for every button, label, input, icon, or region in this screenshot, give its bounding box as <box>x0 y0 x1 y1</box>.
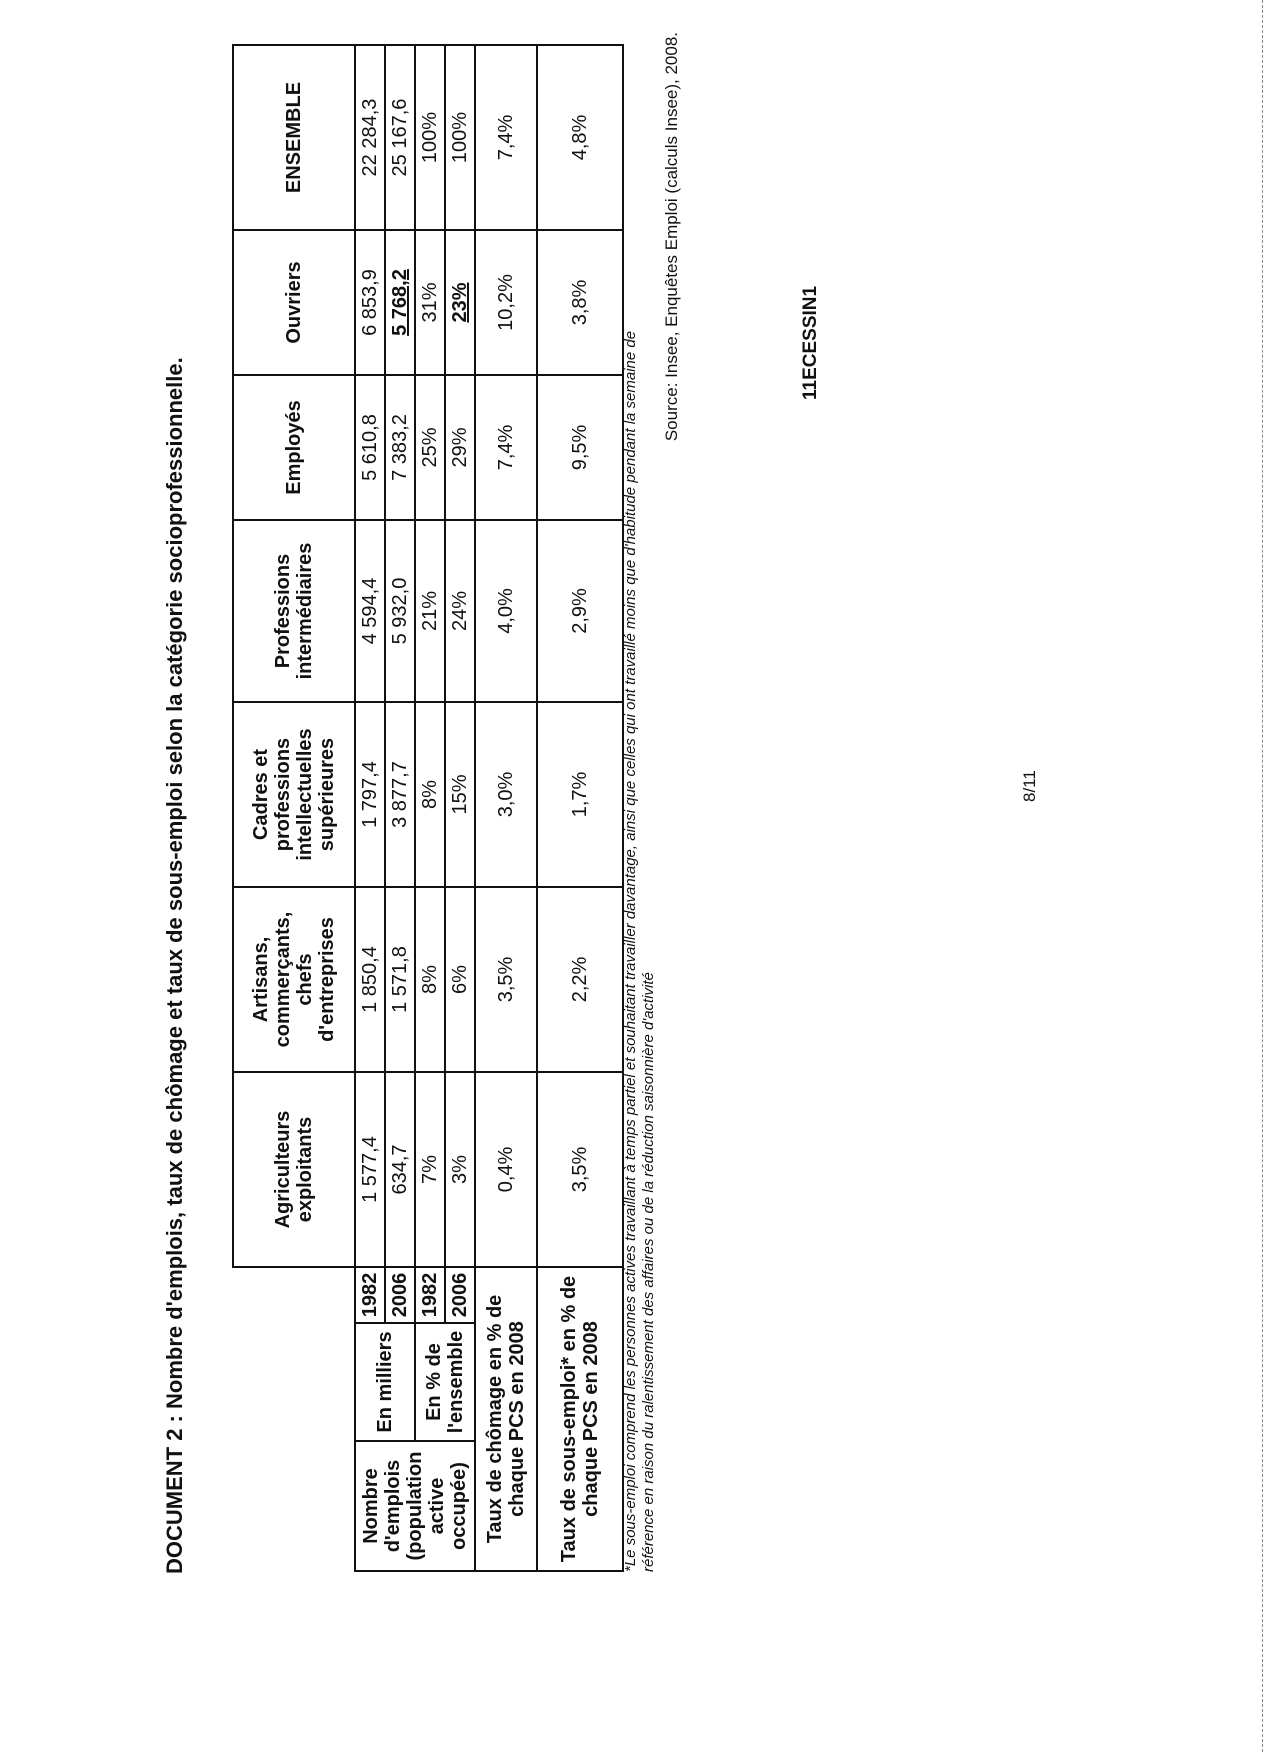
col-artisans: Artisans, commerçants, chefs d'entreprises <box>233 887 355 1072</box>
table-cell: 3,5% <box>537 1072 623 1267</box>
table-cell: 21% <box>415 520 445 702</box>
table-cell: 5 610,8 <box>355 375 385 520</box>
table-cell-underlined <box>385 230 415 375</box>
table-cell: 22 284,3 <box>355 45 385 230</box>
table-cell: 10,2% <box>475 230 537 375</box>
row-group-emplois: Nombre d'emplois (population active occupée) <box>355 1441 475 1571</box>
table-cell: 7,4% <box>475 375 537 520</box>
table-row <box>475 45 537 1571</box>
col-employes: Employés <box>233 375 355 520</box>
table-cell: 0,4% <box>475 1072 537 1267</box>
table-cell: 6% <box>445 887 475 1072</box>
scan-edge-divider <box>1262 0 1263 1752</box>
table-cell: 1 850,4 <box>355 887 385 1072</box>
table-row <box>537 45 623 1571</box>
table-cell: 3 877,7 <box>385 702 415 887</box>
year-2006: 2006 <box>445 1267 475 1323</box>
table-cell: 7 383,2 <box>385 375 415 520</box>
table-cell: 2,2% <box>537 887 623 1072</box>
col-agriculteurs: Agriculteurs exploitants <box>233 1072 355 1267</box>
table-cell: 8% <box>415 887 445 1072</box>
underlined-value: 23% <box>449 282 471 323</box>
year-1982: 1982 <box>415 1267 445 1323</box>
table-row <box>355 45 385 1571</box>
table-cell: 25 167,6 <box>385 45 415 230</box>
col-cadres: Cadres et professions intellectuelles supérieures <box>233 702 355 887</box>
document-code: 11ECESSIN1 <box>800 285 821 400</box>
table-cell: 5 932,0 <box>385 520 415 702</box>
year-2006: 2006 <box>385 1267 415 1323</box>
source-line: Source: Insee, Enquêtes Emploi (calculs Insee), 2008. <box>662 32 681 442</box>
row-sub-pct: En % de l'ensemble <box>415 1323 475 1441</box>
table-cell: 1,7% <box>537 702 623 887</box>
document-title: DOCUMENT 2 : Nombre d'emplois, taux de chômage et taux de sous-emploi selon la catégorie socioprofessionnelle. <box>162 357 187 1574</box>
table-row <box>415 45 445 1571</box>
table-cell: 29% <box>445 375 475 520</box>
table-cell: 4 594,4 <box>355 520 385 702</box>
table-cell: 2,9% <box>537 520 623 702</box>
footnote: *Le sous-emploi comprend les personnes actives travaillant à temps partiel et souhaitant travailler davantage, ainsi que celles qui ont travaillé moins que d'habitude pendant la semaine de référence en raison du ralentissement des affaires ou de la réduction saisonnière d'activité <box>622 330 657 1572</box>
row-chomage-label: Taux de chômage en % de chaque PCS en 2008 <box>475 1267 537 1571</box>
underlined-value: 5 768,2 <box>389 269 411 336</box>
table-cell: 9,5% <box>537 375 623 520</box>
table-cell: 1 797,4 <box>355 702 385 887</box>
table-cell: 4,0% <box>475 520 537 702</box>
col-ouvriers: Ouvriers <box>233 230 355 375</box>
table-cell-underlined <box>445 230 475 375</box>
table-cell: 4,8% <box>537 45 623 230</box>
table-cell: 24% <box>445 520 475 702</box>
table-cell: 6 853,9 <box>355 230 385 375</box>
table-cell: 3% <box>445 1072 475 1267</box>
table-cell: 31% <box>415 230 445 375</box>
header-row <box>233 45 355 1571</box>
corner-cell <box>233 1267 355 1571</box>
table-cell: 7,4% <box>475 45 537 230</box>
col-ensemble: ENSEMBLE <box>233 45 355 230</box>
col-prof-intermediaires: Professions intermédiaires <box>233 520 355 702</box>
table-cell: 634,7 <box>385 1072 415 1267</box>
table-cell: 25% <box>415 375 445 520</box>
row-sub-milliers: En milliers <box>355 1323 415 1441</box>
page-number: 8/11 <box>1020 770 1039 802</box>
table-cell: 1 577,4 <box>355 1072 385 1267</box>
table-cell: 7% <box>415 1072 445 1267</box>
data-table <box>232 44 624 1572</box>
table-cell: 1 571,8 <box>385 887 415 1072</box>
table-cell: 15% <box>445 702 475 887</box>
table-cell: 8% <box>415 702 445 887</box>
row-sousemploi-label: Taux de sous-emploi* en % de chaque PCS en 2008 <box>537 1267 623 1571</box>
table-cell: 3,5% <box>475 887 537 1072</box>
table-cell: 100% <box>445 45 475 230</box>
table-cell: 100% <box>415 45 445 230</box>
table-cell: 3,8% <box>537 230 623 375</box>
year-1982: 1982 <box>355 1267 385 1323</box>
table-cell: 3,0% <box>475 702 537 887</box>
